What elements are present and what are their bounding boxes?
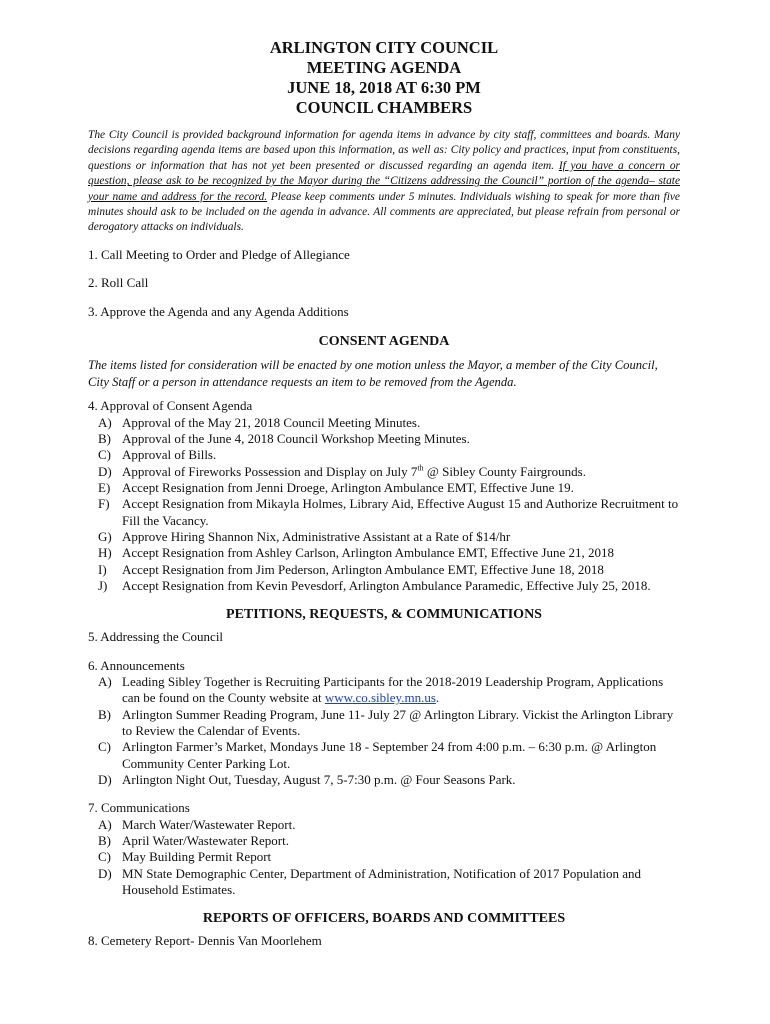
- consent-item-text: [122, 464, 680, 480]
- communication-label: C): [98, 849, 111, 865]
- agenda-item-2: 2. Roll Call: [88, 275, 149, 291]
- consent-item-text: Accept Resignation from Jim Pederson, Arlington Ambulance EMT, Effective June 18, 2018: [122, 561, 604, 577]
- consent-item-label: A): [98, 414, 112, 430]
- consent-item-text: Approve Hiring Shannon Nix, Administrative Assistant at a Rate of $14/hr: [122, 528, 511, 544]
- announcement-label: C): [98, 739, 111, 755]
- consent-item-label: F): [98, 496, 110, 512]
- ordinal-superscript: th: [417, 463, 424, 473]
- announcement-text: [122, 674, 680, 707]
- agenda-item-8: 8. Cemetery Report- Dennis Van Moorlehem: [88, 933, 322, 949]
- consent-item-h: [88, 545, 680, 561]
- announcement-c: [88, 739, 680, 772]
- title-line-council: ARLINGTON CITY COUNCIL: [269, 38, 499, 57]
- consent-item-text-after: @ Sibley County Fairgrounds.: [423, 463, 586, 479]
- communication-text: March Water/Wastewater Report.: [122, 816, 296, 832]
- agenda-item-6: 6. Announcements: [88, 657, 185, 673]
- communication-label: A): [98, 816, 112, 832]
- agenda-page: [88, 38, 680, 950]
- intro-paragraph: [88, 128, 680, 236]
- communication-c: [88, 849, 680, 865]
- consent-item-e: [88, 480, 680, 496]
- title-line-agenda: MEETING AGENDA: [306, 58, 462, 77]
- consent-item-text: Accept Resignation from Jenni Droege, Arlington Ambulance EMT, Effective June 19.: [122, 480, 574, 496]
- announcement-d: [88, 772, 680, 788]
- announcement-text-after: .: [435, 690, 440, 706]
- consent-item-text-before: Approval of Fireworks Possession and Display on July 7: [122, 463, 418, 479]
- reports-heading: REPORTS OF OFFICERS, BOARDS AND COMMITTEES: [202, 911, 566, 927]
- intro-text-2: Please keep comments under 5 minutes. Individuals wishing to speak for more than five minutes should ask to be included on the agenda in advance. All comments are appreciated, but please refrain from personal or derogatory attacks on individuals.: [88, 190, 680, 234]
- announcement-label: D): [98, 771, 112, 787]
- agenda-item-5: 5. Addressing the Council: [88, 629, 224, 645]
- announcement-text-before: Leading Sibley Together is Recruiting Participants for the 2018-2019 Leadership Program, Applications can be found on the County website at: [122, 674, 664, 706]
- communication-text: May Building Permit Report: [122, 849, 272, 865]
- consent-item-label: B): [98, 431, 111, 447]
- consent-item-label: G): [98, 528, 112, 544]
- consent-item-f: [88, 496, 680, 529]
- intro-underlined-text: If you have a concern or question, please ask to be recognized by the Mayor during the “Citizens addressing the Council” portion of the agenda– state your name and address for the record.: [88, 159, 680, 203]
- agenda-title: [88, 38, 680, 118]
- consent-item-a: [88, 415, 680, 431]
- announcement-b: [88, 707, 680, 740]
- consent-item-label: I): [98, 561, 107, 577]
- communication-a: [88, 817, 680, 833]
- communication-b: [88, 833, 680, 849]
- agenda-item-1: 1. Call Meeting to Order and Pledge of Allegiance: [88, 246, 350, 262]
- consent-item-label: H): [98, 545, 112, 561]
- consent-item-b: [88, 431, 680, 447]
- consent-item-i: [88, 562, 680, 578]
- consent-item-text: Approval of the June 4, 2018 Council Workshop Meeting Minutes.: [122, 431, 470, 447]
- communication-label: B): [98, 832, 111, 848]
- consent-item-label: D): [98, 463, 112, 479]
- consent-item-g: [88, 529, 680, 545]
- petitions-heading: PETITIONS, REQUESTS, & COMMUNICATIONS: [226, 607, 542, 623]
- consent-agenda-note: The items listed for consideration will be enacted by one motion unless the Mayor, a member of the City Council, City Staff or a person in attendance requests an item to be removed from the Agenda.: [88, 358, 658, 389]
- consent-item-text: Accept Resignation from Kevin Pevesdorf, Arlington Ambulance Paramedic, Effective July 25, 2018.: [122, 577, 651, 593]
- consent-item-d: [88, 464, 680, 480]
- announcement-text: Arlington Farmer’s Market, Mondays June 18 - September 24 from 4:00 p.m. – 6:30 p.m. @ Arlington Community Center Parking Lot.: [122, 739, 657, 771]
- agenda-item-4: 4. Approval of Consent Agenda: [88, 398, 253, 414]
- announcement-label: B): [98, 706, 111, 722]
- consent-item-text: Accept Resignation from Ashley Carlson, Arlington Ambulance EMT, Effective June 21, 2018: [122, 545, 614, 561]
- consent-item-j: [88, 578, 680, 594]
- communication-d: [88, 866, 680, 899]
- consent-item-c: [88, 447, 680, 463]
- agenda-item-3: 3. Approve the Agenda and any Agenda Additions: [88, 303, 349, 319]
- county-website-link[interactable]: www.co.sibley.mn.us: [324, 690, 436, 706]
- announcement-text: Arlington Summer Reading Program, June 11- July 27 @ Arlington Library. Vickist the Arlington Library to Review the Calendar of Events.: [122, 706, 674, 738]
- announcement-a: [88, 674, 680, 707]
- intro-text-1: The City Council is provided background information for agenda items in advance by city staff, committees and boards. Many decisions regarding agenda items are based upon this information, as well as: City policy and practices, input from constituents, questions or information that has not yet been presented or discussed regarding an agenda item.: [88, 129, 680, 172]
- announcement-label: A): [98, 674, 112, 690]
- consent-item-label: J): [98, 577, 108, 593]
- consent-item-label: E): [98, 480, 111, 496]
- communication-text: MN State Demographic Center, Department of Administration, Notification of 2017 Population and Household Estimates.: [122, 865, 642, 897]
- communication-text: April Water/Wastewater Report.: [122, 832, 289, 848]
- title-line-location: COUNCIL CHAMBERS: [295, 98, 473, 117]
- title-line-date: JUNE 18, 2018 AT 6:30 PM: [287, 78, 481, 97]
- consent-item-text: Approval of the May 21, 2018 Council Meeting Minutes.: [122, 414, 421, 430]
- announcement-text: Arlington Night Out, Tuesday, August 7, 5-7:30 p.m. @ Four Seasons Park.: [122, 771, 516, 787]
- consent-item-text: Accept Resignation from Mikayla Holmes, Library Aid, Effective August 15 and Authorize Recruitment to Fill the Vacancy.: [122, 496, 679, 528]
- consent-item-label: C): [98, 447, 111, 463]
- agenda-item-7: 7. Communications: [88, 800, 190, 816]
- consent-item-text: Approval of Bills.: [122, 447, 217, 463]
- communication-label: D): [98, 865, 112, 881]
- consent-agenda-heading: CONSENT AGENDA: [318, 334, 450, 350]
